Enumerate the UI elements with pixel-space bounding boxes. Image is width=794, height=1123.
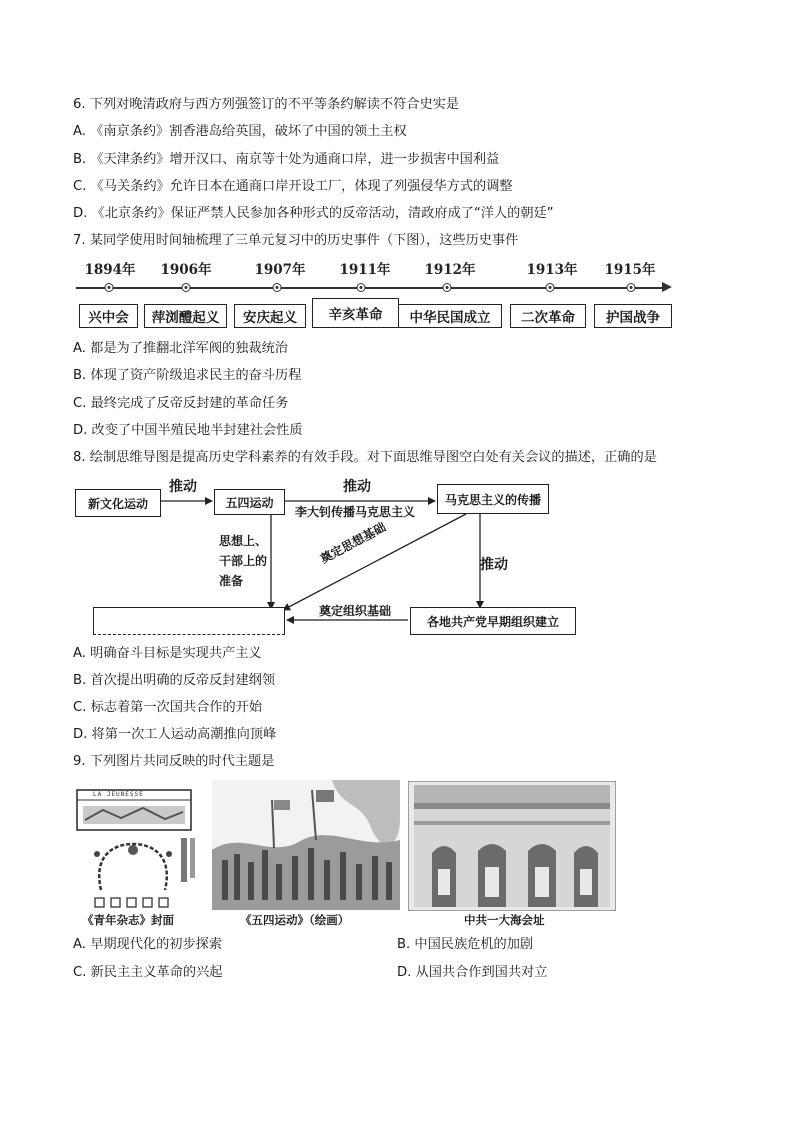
timeline-marker <box>273 283 282 292</box>
q8-option-c[interactable]: C. 标志着第一次国共合作的开始 <box>73 700 263 715</box>
q6-option-d[interactable]: D. 《北京条约》保证严禁人民参加各种形式的反帝活动，清政府成了“洋人的朝廷” <box>73 206 554 221</box>
mind-map-node-marxism: 马克思主义的传播 <box>437 484 549 514</box>
timeline-year: 1913年 <box>526 262 578 278</box>
caption-cpc-site: 中共一大海会址 <box>464 913 545 927</box>
mind-map-node-may-fourth: 五四运动 <box>214 489 285 515</box>
mind-map-node-new-culture: 新文化运动 <box>75 489 161 517</box>
q9-option-a[interactable]: A. 早期现代化的初步探索 <box>73 937 223 952</box>
caption-may-fourth: 《五四运动》（绘画） <box>240 913 350 927</box>
timeline-year: 1894年 <box>84 262 136 278</box>
mind-map-figure <box>73 476 593 638</box>
magazine-title-text: LA JEUNESSE <box>93 791 144 798</box>
timeline-figure <box>74 258 684 334</box>
q9-stem: 9. 下列图片共同反映的时代主题是 <box>73 754 275 769</box>
q6-option-c[interactable]: C. 《马关条约》允许日本在通商口岸开设工厂，体现了列强侵华方式的调整 <box>73 179 513 194</box>
cpc-first-congress-site-image <box>408 781 616 911</box>
q7-stem: 7. 某同学使用时间轴梳理了三单元复习中的历史事件（下图），这些历史事件 <box>73 233 519 248</box>
q6-option-a[interactable]: A. 《南京条约》割香港岛给英国，破坏了中国的领土主权 <box>73 124 407 139</box>
timeline-marker <box>546 283 555 292</box>
timeline-year: 1915年 <box>604 262 656 278</box>
timeline-event-box: 护国战争 <box>594 304 672 328</box>
q7-option-c[interactable]: C. 最终完成了反帝反封建的革命任务 <box>73 396 289 411</box>
timeline-marker <box>627 283 636 292</box>
caption-youth-magazine: 《青年杂志》封面 <box>82 913 174 927</box>
q6-option-b[interactable]: B. 《天津条约》增开汉口、南京等十处为通商口岸，进一步损害中国利益 <box>73 152 500 167</box>
mind-map-diagonal-label: 奠定思想基础 <box>317 519 389 567</box>
timeline-year: 1906年 <box>160 262 212 278</box>
timeline-event-box: 安庆起义 <box>234 304 306 328</box>
timeline-event-box: 兴中会 <box>79 304 138 328</box>
q9-option-c[interactable]: C. 新民主主义革命的兴起 <box>73 965 223 980</box>
timeline-marker <box>357 283 366 292</box>
may-fourth-painting-image <box>212 780 400 910</box>
timeline-event-box: 中华民国成立 <box>398 304 502 328</box>
timeline-marker <box>443 283 452 292</box>
timeline-axis <box>76 287 666 289</box>
timeline-marker <box>105 283 114 292</box>
timeline-event-box: 萍浏醴起义 <box>144 304 227 328</box>
q8-option-d[interactable]: D. 将第一次工人运动高潮推向顶峰 <box>73 727 277 742</box>
mind-map-push-label: 推动 <box>343 479 371 495</box>
q9-option-b[interactable]: B. 中国民族危机的加剧 <box>397 937 534 952</box>
mind-map-org-label: 奠定组织基础 <box>319 604 392 618</box>
timeline-event-box: 辛亥革命 <box>312 298 399 328</box>
q6-stem: 6. 下列对晚清政府与西方列强签订的不平等条约解读不符合史实是 <box>73 97 460 112</box>
timeline-year: 1912年 <box>424 262 476 278</box>
mind-map-push-label: 推动 <box>480 557 508 573</box>
mind-map-node-blank <box>93 607 285 635</box>
timeline-year: 1907年 <box>254 262 306 278</box>
timeline-year: 1911年 <box>339 262 391 278</box>
q7-option-a[interactable]: A. 都是为了推翻北洋军阀的独裁统治 <box>73 341 288 356</box>
q7-option-b[interactable]: B. 体现了资产阶级追求民主的奋斗历程 <box>73 368 302 383</box>
q8-option-a[interactable]: A. 明确奋斗目标是实现共产主义 <box>73 646 262 661</box>
youth-magazine-cover-image <box>73 786 205 910</box>
mind-map-node-early-orgs: 各地共产党早期组织建立 <box>410 607 576 635</box>
q9-option-d[interactable]: D. 从国共合作到国共对立 <box>397 965 548 980</box>
mind-map-li-dazhao-label: 李大钊传播马克思主义 <box>295 505 416 519</box>
q8-stem: 8. 绘制思维导图是提高历史学科素养的有效手段。对下面思维导图空白处有关会议的描述，正确的是 <box>73 450 657 465</box>
mind-map-thought-label: 思想上、干部上的准备 <box>219 534 268 588</box>
timeline-marker <box>182 283 191 292</box>
mind-map-push-label: 推动 <box>169 479 197 495</box>
q8-option-b[interactable]: B. 首次提出明确的反帝反封建纲领 <box>73 673 276 688</box>
q7-option-d[interactable]: D. 改变了中国半殖民地半封建社会性质 <box>73 423 303 438</box>
timeline-arrowhead <box>662 282 672 292</box>
timeline-event-box: 二次革命 <box>510 304 586 328</box>
